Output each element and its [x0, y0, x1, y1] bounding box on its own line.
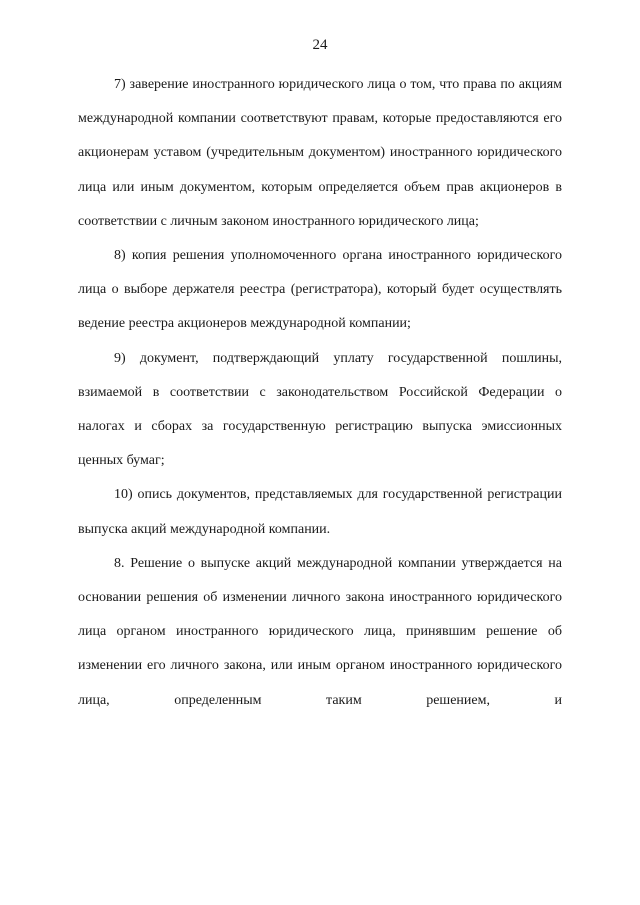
list-item-8: 8) копия решения уполномоченного органа иностранного юридического лица о выборе держателя реестра (регистратора), который будет осуществлять ведение реестра акционеров международной компании; [78, 248, 562, 332]
page-number: 24 [312, 37, 328, 53]
list-item-10: 10) опись документов, представляемых для государственной регистрации выпуска акций международной компании. [78, 487, 562, 537]
document-body [78, 68, 562, 718]
list-item-7: 7) заверение иностранного юридического лица о том, что права по акциям международной компании соответствуют правам, которые предоставляются его акционерам уставом (учредительным документом) иностранного юридического лица или иным документом, которым определяется объем прав акционеров в соответствии с личным законом иностранного юридического лица; [78, 77, 562, 229]
list-item-9: 9) документ, подтверждающий уплату государственной пошлины, взимаемой в соответствии с законодательством Российской Федерации о налогах и сборах за государственную регистрацию выпуска эмиссионных ценных бумаг; [78, 350, 562, 469]
clause-8: 8. Решение о выпуске акций международной компании утверждается на основании решения об изменении личного закона иностранного юридического лица органом иностранного юридического лица, принявшим решение об изменении его личного закона, или иным органом иностранного юридического лица, определенным таким решением, и [78, 555, 562, 708]
